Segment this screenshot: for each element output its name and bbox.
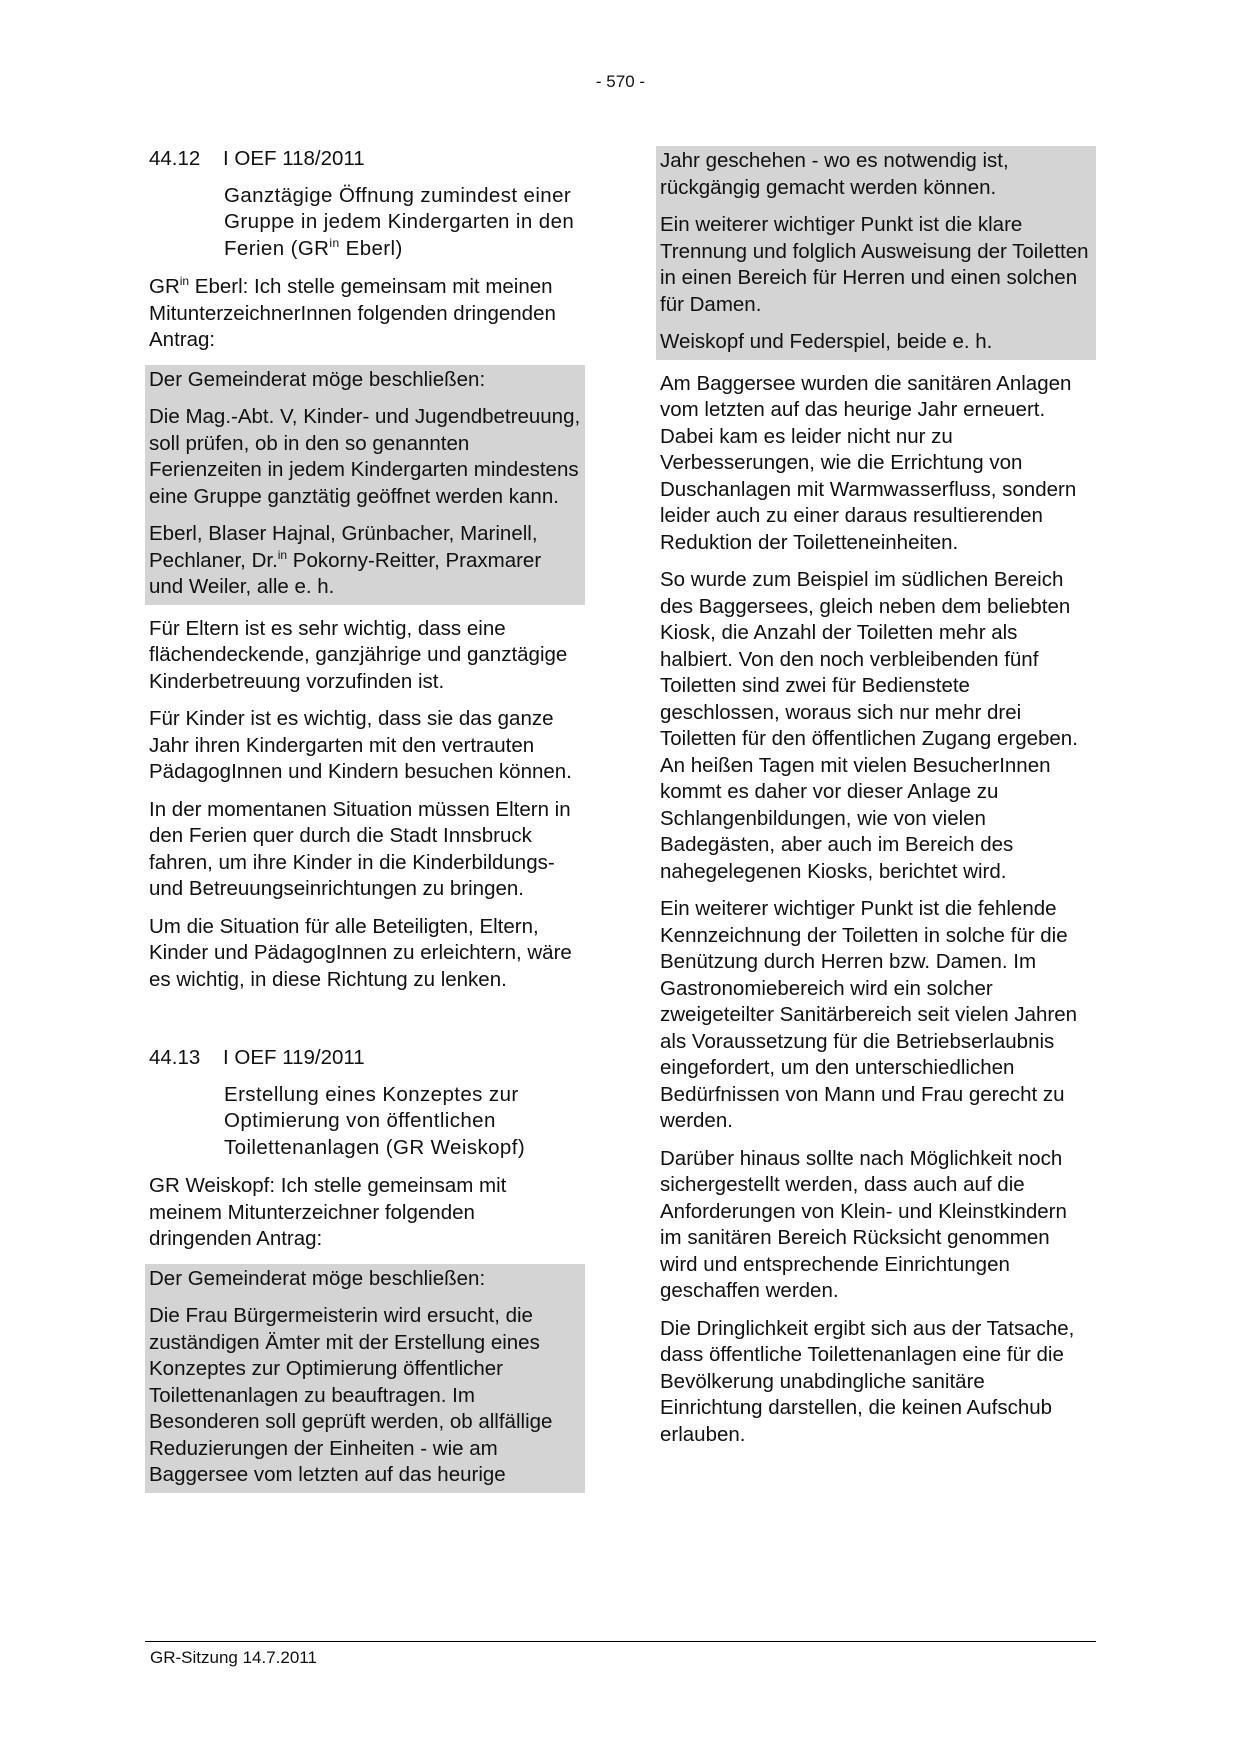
intro-text: Ich stelle gemeinsam mit meinem Mitunterzeichner folgenden dringenden Antrag: xyxy=(149,1174,507,1250)
paragraph: Ein weiterer wichtiger Punkt ist die fehlende Kennzeichnung der Toiletten in solche für die Benützung durch Herren bzw. Damen. Im Gastronomiebereich wird ein solcher zweigeteilter Sanitärbereich seit vielen Jahren als Voraussetzung für die Betriebserlaubnis eingefordert, um den unterschiedlichen Bedürfnissen von Mann und Frau gerecht zu werden. xyxy=(660,897,1078,1132)
paragraph: Am Baggersee wurden die sanitären Anlagen vom letzten auf das heurige Jahr erneuert. Dabei kam es leider nicht nur zu Verbesserungen, wie die Errichtung von Duschanlagen mit Warmwasserfluss, sondern leider auch zu einer daraus resultierenden Reduktion der Toiletteneinheiten. xyxy=(660,371,1077,554)
superscript: in xyxy=(329,235,340,250)
motion-body-continued: Ein weiterer wichtiger Punkt ist die klare Trennung und folglich Ausweisung der Toiletten in einen Bereich für Herren und einen solchen für Damen. xyxy=(660,213,1089,316)
paragraph: So wurde zum Beispiel im südlichen Bereich des Baggersees, gleich neben dem beliebten Kiosk, die Anzahl der Toiletten mehr als halbiert. Von den noch verbleibenden fünf Toiletten sind zwei für Bedienstete geschlossen, woraus sich nur mehr drei Toiletten für den öffentlichen Zugang ergeben. An heißen Tagen mit vielen BesucherInnen kommt es daher vor dieser Anlage zu Schlangenbildungen, wie von vielen Badegästen, aber auch im Bereich des nahegelegenen Kiosks, berichtet wird. xyxy=(660,568,1078,883)
superscript: in xyxy=(179,274,190,288)
intro-text: Ich stelle gemeinsam mit meinen MitunterzeichnerInnen folgenden dringenden Antrag: xyxy=(149,275,556,351)
left-column xyxy=(145,146,585,1493)
item-title-text: Ganztägige Öffnung zumindest einer Gruppe in jedem Kindergarten in den Ferien (GR xyxy=(224,183,575,260)
motion-box xyxy=(145,365,585,605)
speaker: GR xyxy=(149,275,180,298)
paragraph: Um die Situation für alle Beteiligten, Eltern, Kinder und PädagogInnen zu erleichtern, wäre es wichtig, in diese Richtung zu lenken. xyxy=(149,914,572,991)
right-column xyxy=(656,146,1096,1459)
speaker-name: Eberl: xyxy=(189,275,249,298)
signers: Weiskopf und Federspiel, beide e. h. xyxy=(660,330,993,353)
paragraph: Für Kinder ist es wichtig, dass sie das ganze Jahr ihren Kindergarten mit den vertrauten PädagogInnen und Kindern besuchen können. xyxy=(149,707,572,783)
signers-text: Eberl, Blaser Hajnal, Grünbacher, Marinell, Pechlaner, Dr. xyxy=(149,522,538,572)
motion-body: Die Frau Bürgermeisterin wird ersucht, die zuständigen Ämter mit der Erstellung eines Konzeptes zur Optimierung öffentlicher Toilettenanlagen zu beauftragen. Im Besonderen soll geprüft werden, ob allfällige Reduzierungen der Einheiten - wie am Baggersee vom letzten auf das heurige xyxy=(149,1304,553,1486)
item-title-text-end: Eberl) xyxy=(339,236,403,260)
item-title: Erstellung eines Konzeptes zur Optimierung von öffentlichen Toilettenanlagen (GR Weiskopf) xyxy=(224,1082,526,1159)
item-heading-44-12 xyxy=(145,146,585,173)
item-code: I OEF 119/2011 xyxy=(223,1046,365,1069)
paragraph: Darüber hinaus sollte nach Möglichkeit noch sichergestellt werden, dass auch auf die Anforderungen von Klein- und Kleinstkindern im sanitären Bereich Rücksicht genommen wird und entsprechende Einrichtungen geschaffen werden. xyxy=(660,1146,1067,1302)
footer-divider xyxy=(145,1641,1096,1642)
item-code: I OEF 118/2011 xyxy=(223,147,365,170)
superscript: in xyxy=(277,547,288,562)
signers-text-end: Pokorny-Reitter, Praxmarer und Weiler, alle e. h. xyxy=(149,548,542,598)
motion-body-continued: Jahr geschehen - wo es notwendig ist, rückgängig gemacht werden können. xyxy=(660,149,1009,199)
signers xyxy=(145,519,585,605)
motion-body: Die Mag.-Abt. V, Kinder- und Jugendbetreuung, soll prüfen, ob in den so genannten Ferienzeiten in jedem Kindergarten mindestens eine Gruppe ganztätig geöffnet werden kann. xyxy=(149,405,581,508)
paragraph: Die Dringlichkeit ergibt sich aus der Tatsache, dass öffentliche Toilettenanlagen eine für die Bevölkerung unabdingliche sanitäre Einrichtung darstellen, die keinen Aufschub erlauben. xyxy=(660,1316,1075,1446)
motion-intro xyxy=(145,1173,585,1253)
motion-box-continued xyxy=(656,146,1096,360)
section-spacer xyxy=(145,1004,585,1045)
paragraph: In der momentanen Situation müssen Eltern in den Ferien quer durch die Stadt Innsbruck fahren, um ihre Kinder in die Kinderbildungs- und Betreuungseinrichtungen zu bringen. xyxy=(149,797,571,900)
item-title xyxy=(145,183,585,263)
item-number: 44.13 xyxy=(149,1046,201,1069)
motion-box xyxy=(145,1264,585,1493)
motion-intro xyxy=(145,274,585,354)
page-number: - 570 - xyxy=(595,72,646,91)
speaker: GR Weiskopf: xyxy=(149,1174,276,1197)
motion-header: Der Gemeinderat möge beschließen: xyxy=(149,1266,486,1290)
item-number: 44.12 xyxy=(149,147,201,170)
motion-header: Der Gemeinderat möge beschließen: xyxy=(149,367,486,391)
footer-text: GR-Sitzung 14.7.2011 xyxy=(150,1648,317,1667)
item-heading-44-13 xyxy=(145,1045,585,1072)
paragraph: Für Eltern ist es sehr wichtig, dass eine flächendeckende, ganzjährige und ganztägige Kinderbetreuung vorzufinden ist. xyxy=(149,616,568,693)
